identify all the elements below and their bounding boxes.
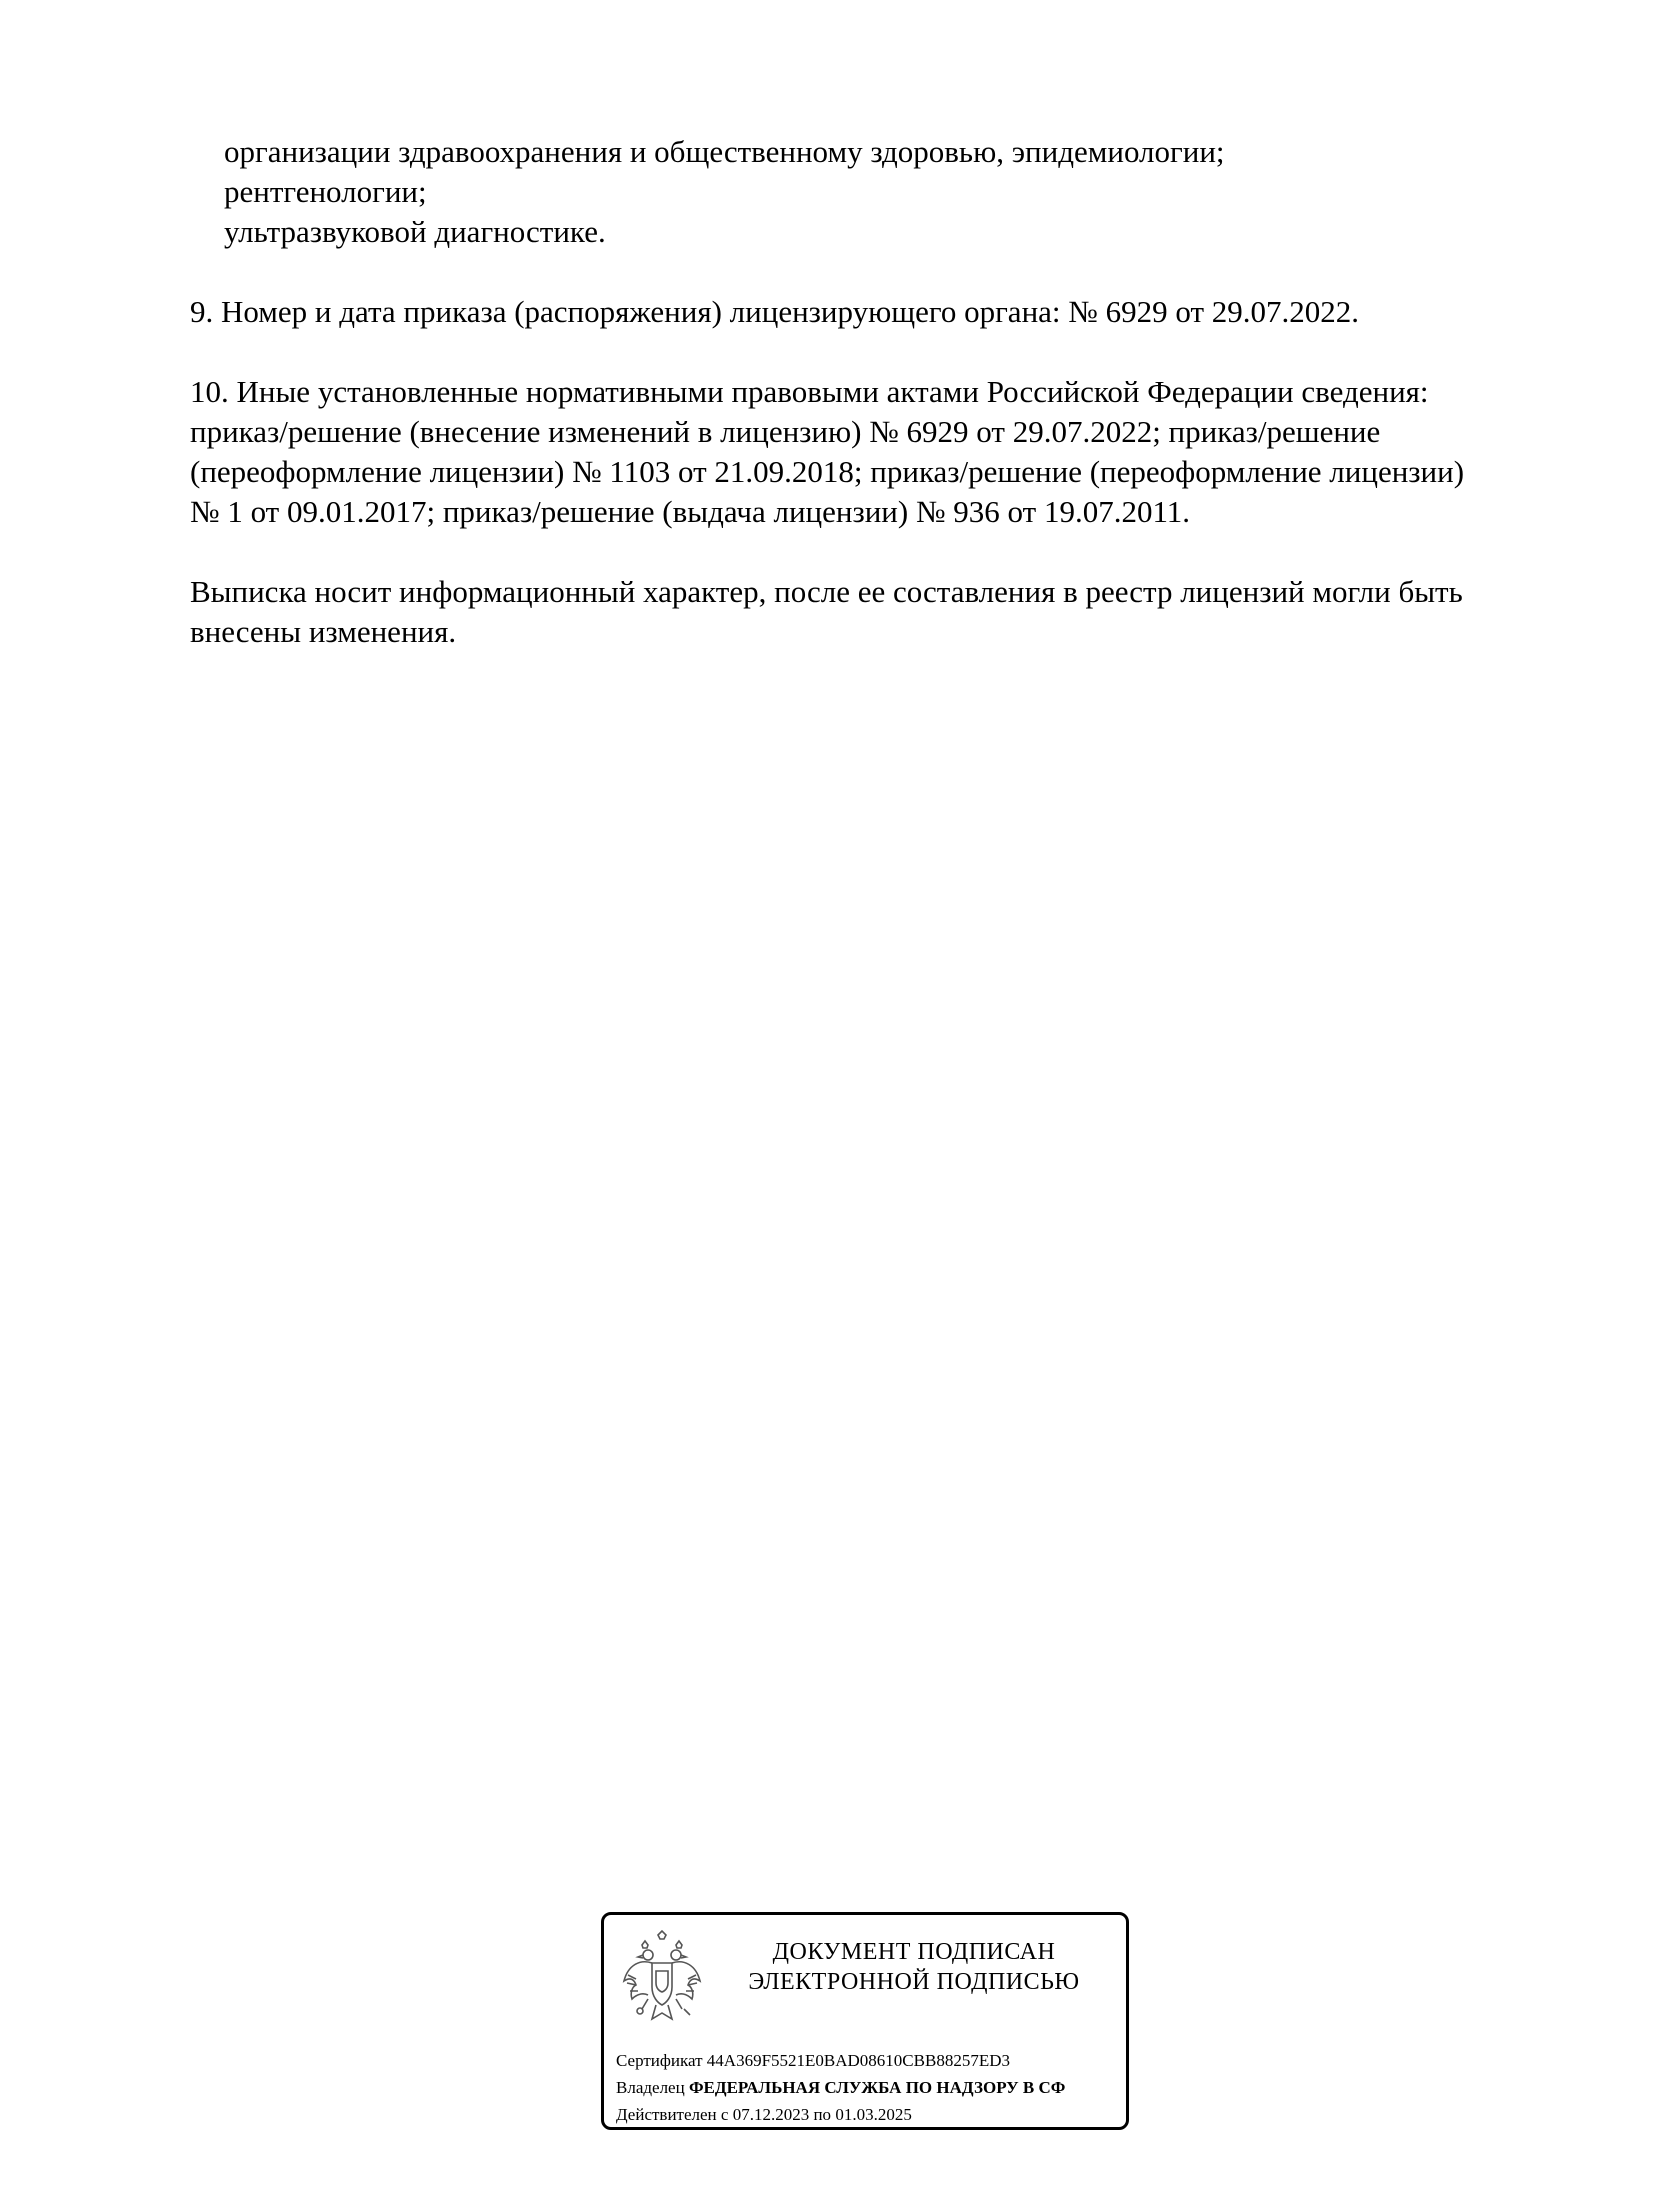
disclaimer-line: внесены изменения. [190,614,457,649]
validity-from: 07.12.2023 [732,2105,810,2124]
stamp-details [616,2047,1129,2128]
item-9-order-number [190,292,1570,332]
disclaimer-line: Выписка носит информационный характер, после ее составления в реестр лицензий могли быть [190,574,1463,609]
owner-row [616,2074,1129,2101]
activity-list-continuation [190,132,1570,252]
stamp-heading [714,1937,1114,1997]
item-10-other-info [190,372,1570,532]
owner-label: Владелец [616,2078,685,2097]
list-item: рентгенологии; [224,174,427,209]
document-body [190,132,1570,652]
stamp-heading-line: ДОКУМЕНТ ПОДПИСАН [772,1939,1056,1965]
certificate-row [616,2047,1129,2074]
stamp-heading-line: ЭЛЕКТРОННОЙ ПОДПИСЬЮ [748,1969,1080,1995]
electronic-signature-stamp [601,1912,1129,2130]
list-item: организации здравоохранения и общественному здоровью, эпидемиологии; [224,134,1225,169]
item-9-text: 9. Номер и дата приказа (распоряжения) лицензирующего органа: № 6929 от 29.07.2022. [190,294,1359,329]
certificate-label: Сертификат [616,2051,703,2070]
validity-to: 01.03.2025 [835,2105,912,2124]
validity-label: Действителен [616,2105,717,2124]
validity-from-prefix: с [720,2105,729,2124]
disclaimer-paragraph [190,572,1570,652]
validity-to-prefix: по [813,2105,832,2124]
item-10-line: 10. Иные установленные нормативными правовыми актами Российской Федерации сведения: [190,374,1429,409]
owner-value: ФЕДЕРАЛЬНАЯ СЛУЖБА ПО НАДЗОРУ В СФ [688,2078,1066,2097]
validity-row [616,2101,1129,2128]
double-headed-eagle-emblem-icon [618,1929,706,2029]
list-item: ультразвуковой диагностике. [224,214,606,249]
certificate-value: 44A369F5521E0BAD08610CBB88257ED3 [706,2051,1010,2070]
item-10-line: приказ/решение (внесение изменений в лицензию) № 6929 от 29.07.2022; приказ/решение [190,414,1381,449]
item-10-line: № 1 от 09.01.2017; приказ/решение (выдача лицензии) № 936 от 19.07.2011. [190,494,1191,529]
item-10-line: (переоформление лицензии) № 1103 от 21.09.2018; приказ/решение (переоформление лицензии) [190,454,1465,489]
